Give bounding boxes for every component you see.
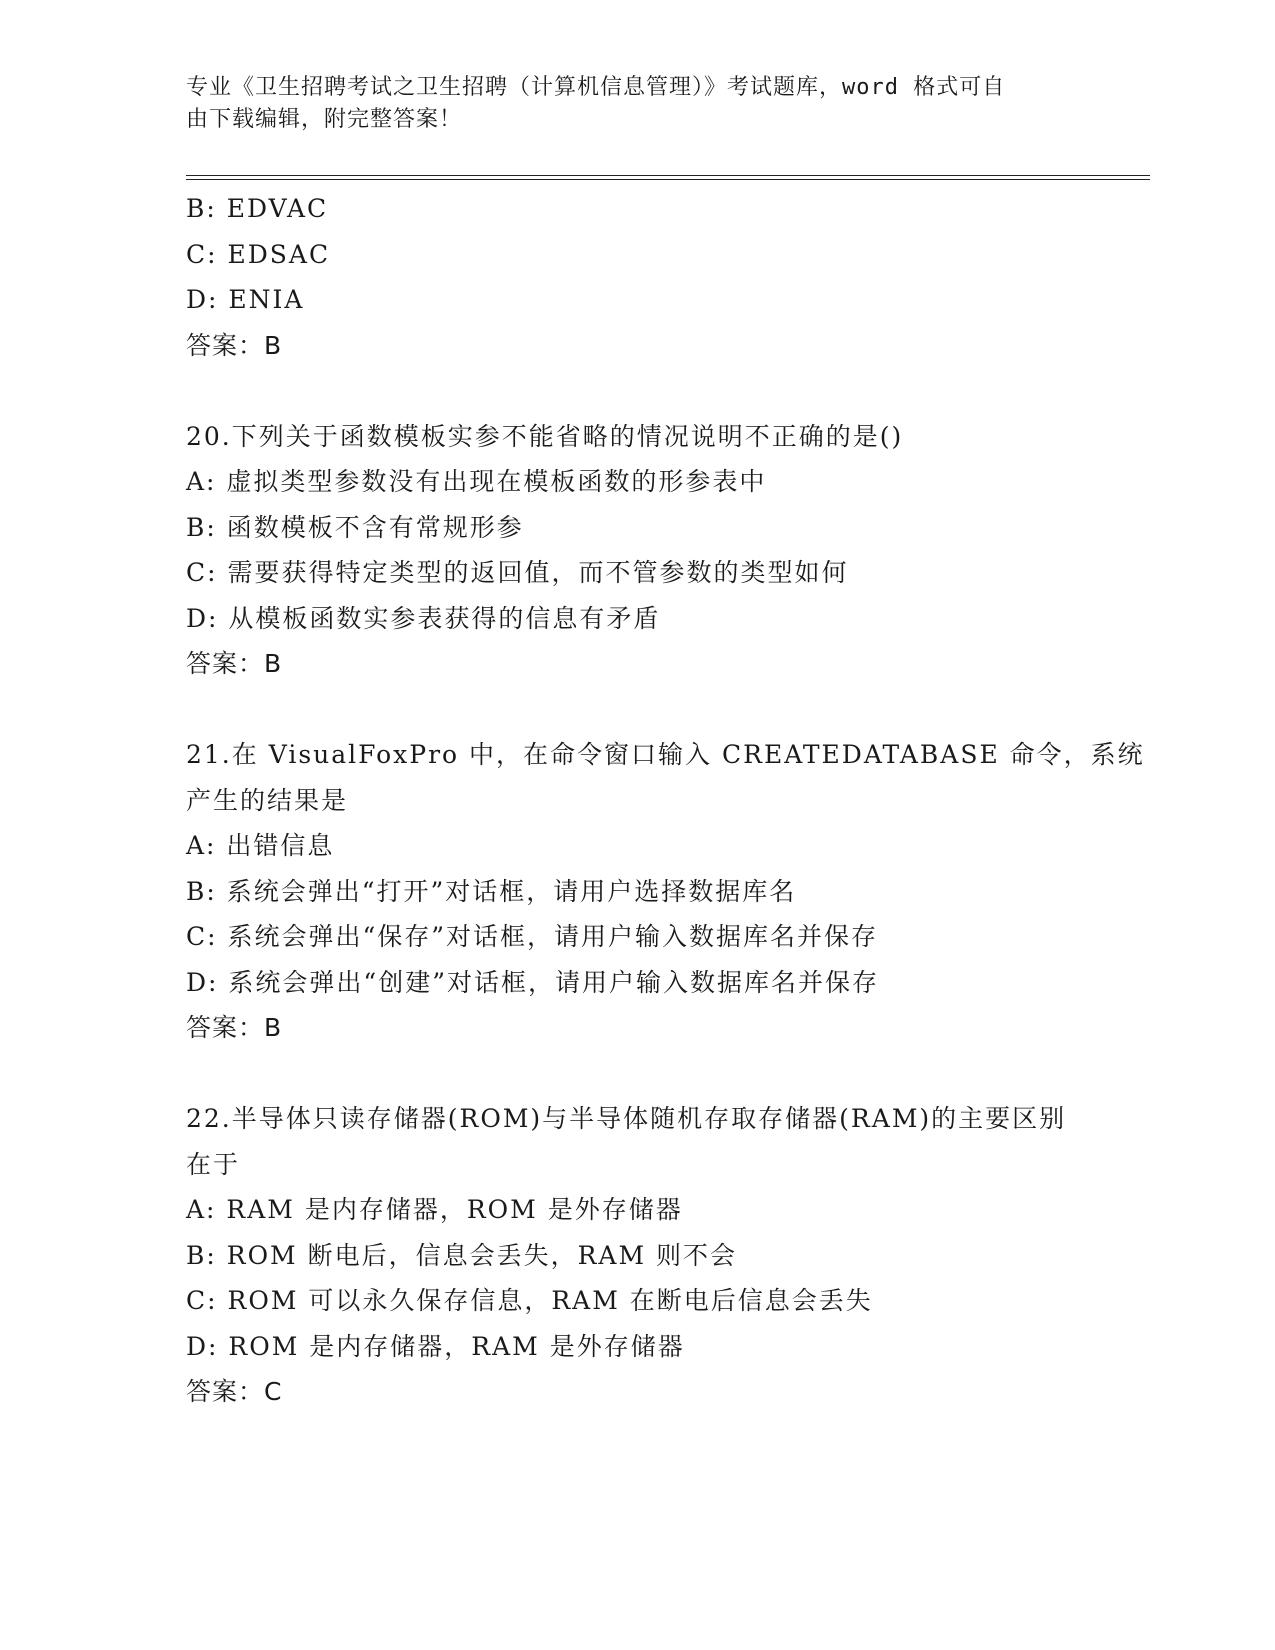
option-b: B: 系统会弹出“打开”对话框，请用户选择数据库名 (186, 876, 797, 906)
question-stem: 20.下列关于函数模板实参不能省略的情况说明不正确的是() (186, 421, 904, 451)
option-d: D: 从模板函数实参表获得的信息有矛盾 (186, 603, 661, 633)
header-line-1: 专业《卫生招聘考试之卫生招聘（计算机信息管理）》考试题库，word 格式可自 (186, 75, 1006, 100)
option-c: C: ROM 可以永久保存信息，RAM 在断电后信息会丢失 (186, 1286, 873, 1315)
answer: 答案：B (186, 330, 283, 360)
question-stem: 22.半导体只读存储器(ROM)与半导体随机存取存储器(RAM)的主要区别 (186, 1104, 1067, 1133)
spacer (186, 1051, 1086, 1097)
question-stem-continued: 产生的结果是 (186, 785, 349, 815)
spacer (186, 368, 1086, 414)
option-a: A: 出错信息 (186, 831, 335, 860)
option-b: B: EDVAC (186, 194, 329, 223)
question-stem-continued: 在于 (186, 1149, 241, 1179)
question-20 (186, 414, 1086, 687)
question-19 (186, 186, 1086, 368)
option-a: A: 虚拟类型参数没有出现在模板函数的形参表中 (186, 467, 767, 496)
header-divider (186, 175, 1150, 180)
option-d: D: ROM 是内存储器，RAM 是外存储器 (186, 1331, 685, 1361)
spacer (186, 687, 1086, 733)
answer: 答案：C (186, 1377, 283, 1406)
option-c: C: 需要获得特定类型的返回值，而不管参数的类型如何 (186, 558, 849, 587)
question-21 (186, 732, 1145, 1051)
answer: 答案：B (186, 1013, 283, 1042)
option-d: D: 系统会弹出“创建”对话框，请用户输入数据库名并保存 (186, 967, 879, 997)
option-b: B: 函数模板不含有常规形参 (186, 512, 524, 542)
option-c: C: 系统会弹出“保存”对话框，请用户输入数据库名并保存 (186, 922, 879, 951)
option-b: B: ROM 断电后，信息会丢失，RAM 则不会 (186, 1240, 738, 1270)
option-c: C: EDSAC (186, 239, 331, 269)
option-d: D: ENIA (186, 285, 305, 314)
answer: 答案：B (186, 649, 283, 678)
page-header (186, 72, 1066, 136)
header-line-2: 由下载编辑，附完整答案！ (186, 107, 463, 132)
question-22 (186, 1096, 1086, 1415)
question-stem: 21.在 VisualFoxPro 中，在命令窗口输入 CREATEDATABASE 命令，系统 (186, 740, 1145, 769)
question-list (186, 186, 1145, 1415)
option-a: A: RAM 是内存储器，ROM 是外存储器 (186, 1195, 683, 1224)
